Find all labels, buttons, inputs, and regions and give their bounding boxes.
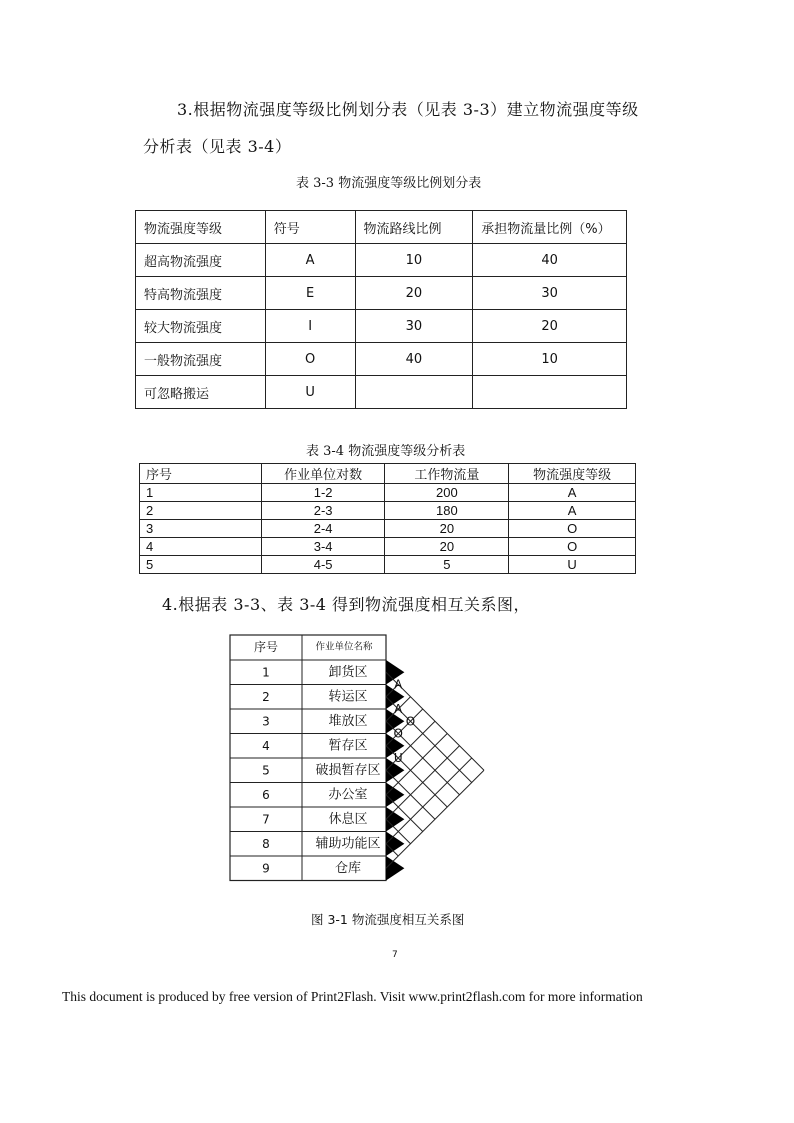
unit-number: 5 <box>262 763 270 778</box>
table-cell: 2-3 <box>261 502 385 520</box>
paragraph-3-line-1: 3.根据物流强度等级比例划分表（见表 3-3）建立物流强度等级 <box>177 100 639 119</box>
table-row <box>136 277 627 310</box>
paragraph-3-line-2: 分析表（见表 3-4） <box>143 137 292 156</box>
table-cell: 1 <box>140 484 262 502</box>
table-3-4 <box>139 463 636 574</box>
unit-name: 破损暂存区 <box>315 762 381 778</box>
header-cell: 物流强度等级 <box>136 211 266 244</box>
table-cell: A <box>265 244 355 277</box>
table-3-4-caption: 表 3-4 物流强度等级分析表 <box>306 444 466 459</box>
print2flash-footer: This document is produced by free version of Print2Flash. Visit www.print2flash.com for more information <box>62 989 643 1004</box>
table-row <box>140 556 636 574</box>
page-number: 7 <box>392 950 398 960</box>
unit-number: 9 <box>262 861 270 876</box>
table-cell: E <box>265 277 355 310</box>
unit-name: 暂存区 <box>328 738 368 754</box>
table-cell <box>355 376 473 409</box>
table-cell: 3 <box>140 520 262 538</box>
table-cell: 3-4 <box>261 538 385 556</box>
table-cell <box>473 376 627 409</box>
table-row <box>136 310 627 343</box>
table-cell: 20 <box>385 520 509 538</box>
relation-grade: A <box>394 702 403 716</box>
header-cell: 符号 <box>265 211 355 244</box>
table-cell: 40 <box>473 244 627 277</box>
unit-name: 卸货区 <box>328 664 368 680</box>
table-cell: 超高物流强度 <box>136 244 266 277</box>
table-cell: 较大物流强度 <box>136 310 266 343</box>
table-row <box>136 244 627 277</box>
table-cell: 1-2 <box>261 484 385 502</box>
table-cell: O <box>509 538 636 556</box>
table-row <box>140 520 636 538</box>
table-cell: U <box>265 376 355 409</box>
unit-number: 3 <box>262 714 270 729</box>
header-cell: 承担物流量比例（%） <box>473 211 627 244</box>
table-cell: 4-5 <box>261 556 385 574</box>
table-row <box>140 502 636 520</box>
table-cell: 2-4 <box>261 520 385 538</box>
relation-grade: U <box>393 751 403 765</box>
table-row <box>136 343 627 376</box>
header-cell: 工作物流量 <box>385 464 509 484</box>
relation-grade: O <box>405 714 416 729</box>
table-3-3-caption: 表 3-3 物流强度等级比例划分表 <box>296 176 482 191</box>
table-cell: 20 <box>473 310 627 343</box>
relation-grade: O <box>393 726 403 741</box>
table-header-row <box>140 464 636 484</box>
table-cell: 可忽略搬运 <box>136 376 266 409</box>
table-row <box>140 538 636 556</box>
table-cell: 200 <box>385 484 509 502</box>
table-cell: 4 <box>140 538 262 556</box>
unit-number: 7 <box>262 812 270 827</box>
table-cell: 一般物流强度 <box>136 343 266 376</box>
unit-number: 8 <box>262 836 270 851</box>
table-cell: O <box>265 343 355 376</box>
unit-name: 堆放区 <box>328 713 368 729</box>
table-cell: 特高物流强度 <box>136 277 266 310</box>
unit-name: 办公室 <box>328 787 368 803</box>
table-cell: 30 <box>355 310 473 343</box>
unit-number: 6 <box>262 787 270 802</box>
table-cell: 20 <box>385 538 509 556</box>
header-cell: 物流强度等级 <box>509 464 636 484</box>
unit-number: 2 <box>262 689 270 704</box>
table-3-3 <box>135 210 627 409</box>
table-cell: O <box>509 520 636 538</box>
relation-grade: A <box>394 677 403 692</box>
table-cell: 5 <box>140 556 262 574</box>
relationship-chart <box>228 634 578 886</box>
table-row <box>136 376 627 409</box>
table-cell: 2 <box>140 502 262 520</box>
table-cell: 10 <box>473 343 627 376</box>
table-header-row <box>136 211 627 244</box>
table-cell: I <box>265 310 355 343</box>
header-cell: 作业单位对数 <box>261 464 385 484</box>
table-row <box>140 484 636 502</box>
table-cell: U <box>509 556 636 574</box>
paragraph-4: 4.根据表 3-3、表 3-4 得到物流强度相互关系图， <box>162 595 531 614</box>
header-no: 序号 <box>253 640 279 654</box>
table-cell: 10 <box>355 244 473 277</box>
unit-name: 辅助功能区 <box>315 836 381 852</box>
unit-name: 休息区 <box>328 811 368 827</box>
table-cell: 180 <box>385 502 509 520</box>
table-cell: 40 <box>355 343 473 376</box>
table-cell: 30 <box>473 277 627 310</box>
unit-name: 仓库 <box>334 860 362 876</box>
table-cell: A <box>509 484 636 502</box>
table-cell: 20 <box>355 277 473 310</box>
header-name: 作业单位名称 <box>315 641 373 653</box>
header-cell: 物流路线比例 <box>355 211 473 244</box>
table-cell: 5 <box>385 556 509 574</box>
unit-number: 1 <box>262 665 270 680</box>
table-cell: A <box>509 502 636 520</box>
header-cell: 序号 <box>140 464 262 484</box>
unit-number: 4 <box>262 738 270 753</box>
unit-name: 转运区 <box>328 689 368 705</box>
figure-caption: 图 3-1 物流强度相互关系图 <box>311 912 465 927</box>
